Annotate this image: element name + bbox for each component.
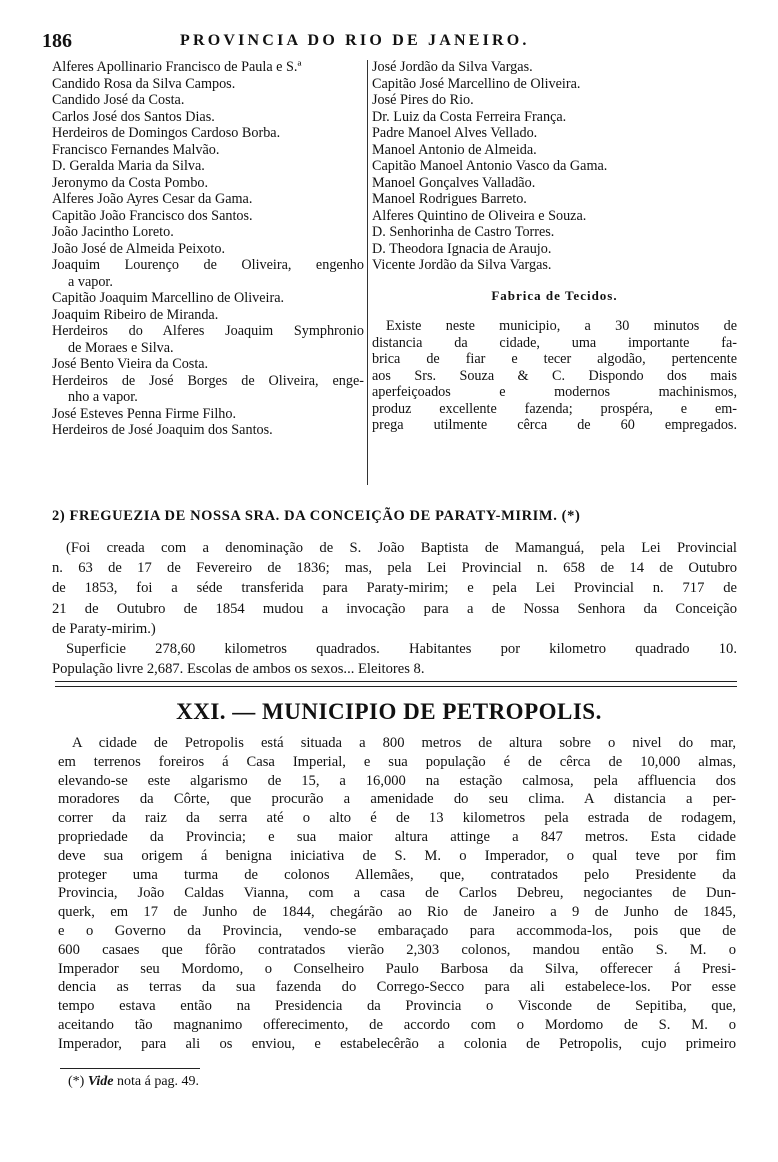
footnote [68,1074,199,1090]
name-entry: João José de Almeida Peixoto. [52,240,225,257]
name-entry: D. Theodora Ignacia de Araujo. [372,240,552,257]
name-entry: José Jordão da Silva Vargas. [372,59,533,75]
footnote-mark: (*) [68,1074,85,1089]
name-entry: Carlos José dos Santos Dias. [52,108,215,125]
name-entry: José Pires do Rio. [372,92,474,108]
paragraph-line: de 1853, foi a séde transferida para Paraty-mirim; e pela Lei Provincial n. 717 de [52,580,737,597]
name-entry: Herdeiros de José Borges de Oliveira, enge- [52,372,364,389]
fabrica-paragraph [372,318,737,434]
page-number: 186 [42,30,72,52]
name-entry: Francisco Fernandes Malvão. [52,141,220,158]
paragraph-line: de Paraty-mirim.) [52,620,156,637]
paragraph-line: Imperador seu Mordomo, o Conselheiro Paulo Barbosa da Silva, offerecer á Presi- [58,960,736,977]
left-column-name-list [52,59,364,439]
footnote-text: nota á pag. 49. [117,1074,200,1089]
paragraph-line: A cidade de Petropolis está situada a 800 metros de altura sobre o nivel do mar, [72,735,736,751]
footnote-vide: Vide [87,1074,114,1089]
paragraph-line: prega utilmente cêrca de 60 empregados. [372,417,737,433]
paragraph-line: tempo estava então na Presidencia da Provincia o Visconde de Sepitiba, que, [58,998,736,1015]
paragraph-line: 21 de Outubro de 1854 mudou a invocação para a de Nossa Senhora da Conceição [52,600,737,617]
name-entry: Jeronymo da Costa Pombo. [52,174,209,191]
name-entry: Dr. Luiz da Costa Ferreira França. [372,108,567,125]
name-entry: Herdeiros de José Joaquim dos Santos. [52,422,273,438]
paragraph-line: correr da raiz da serra até o alto é de 13 kilometros pela estrada de rodagem, [58,810,736,827]
footnote-rule [60,1068,200,1069]
name-entry: Capitão José Marcellino de Oliveira. [372,75,581,92]
subheading-fabrica: Fabrica de Tecidos. [491,287,618,303]
name-entry: a vapor. [68,273,113,290]
name-entry: de Moraes e Silva. [68,339,174,356]
name-entry: Candido Rosa da Silva Campos. [52,75,236,92]
name-entry: Capitão Joaquim Marcellino de Oliveira. [52,290,285,306]
name-entry: D. Geralda Maria da Silva. [52,158,205,174]
paragraph-line: querk, em 17 de Junho de 1844, chegárão ao Rio de Janeiro a 9 de Junho de 1845, [58,904,736,921]
chapter-body [58,734,736,1054]
paragraph-line: deve sua origem á benigna iniciativa de S. M. o Imperador, o qual teve por fim [58,847,736,864]
name-entry: Candido José da Costa. [52,92,185,108]
name-entry: Alferes Apollinario Francisco de Paula e S.ª [52,59,302,75]
section-paraty-mirim-body [52,538,737,679]
name-entry: Manoel Rodrigues Barreto. [372,191,527,207]
right-column [372,59,737,434]
name-entry: Vicente Jordão da Silva Vargas. [372,257,552,273]
paragraph-line: Provincia, João Caldas Vianna, com a casa de Carlos Debreu, negociantes de Dun- [58,885,736,902]
name-entry: D. Senhorinha de Castro Torres. [372,224,555,240]
double-rule-divider [55,681,737,687]
column-divider [367,60,368,485]
paragraph-line: Superficie 278,60 kilometros quadrados. Habitantes por kilometro quadrado 10. [66,640,737,657]
paragraph-line: aperfeiçoados e modernos machinismos, [372,384,737,400]
section-heading-paraty-mirim: 2) FREGUEZIA DE NOSSA SRA. DA CONCEIÇÃO DE PARATY-MIRIM. (*) [52,508,581,524]
paragraph-line: brica de fiar e tecer algodão, pertencente [372,351,737,367]
paragraph-line: produz excellente fazenda; prospéra, e em- [372,400,737,417]
name-entry: Alferes João Ayres Cesar da Gama. [52,191,253,207]
name-entry: Herdeiros do Alferes Joaquim Symphronio [52,323,364,339]
paragraph-line: aceitando tão magnanimo offerecimento, de accordo com o Mordomo de S. M. o [58,1016,736,1033]
paragraph-line: distancia da cidade, uma importante fa- [372,334,737,351]
name-entry: Joaquim Ribeiro de Miranda. [52,306,219,323]
name-entry: Manoel Antonio de Almeida. [372,141,537,158]
paragraph-line: (Foi creada com a denominação de S. João Baptista de Mamanguá, pela Lei Provincial [66,540,737,556]
name-entry: José Bento Vieira da Costa. [52,356,209,372]
name-entry: José Esteves Penna Firme Filho. [52,405,237,422]
name-entry: Padre Manoel Alves Vellado. [372,125,538,141]
name-entry: Manoel Gonçalves Valladão. [372,174,536,191]
paragraph-line: e o Governo da Provincia, vendo-se embaraçado para accommoda-los, pois que de [58,922,736,939]
paragraph-line: Existe neste municipio, a 30 minutos de [386,318,737,334]
paragraph-line: proteger uma turma de colonos Allemães, que, contratados pelo Presidente da [58,866,736,883]
paragraph-line: moradores da Côrte, que procurão a amenidade do seu clima. A distancia a per- [58,791,736,808]
paragraph-line: elevando-se este algarismo de 15, a 16,000 na estação calmosa, pela affluencia dos [58,772,736,789]
paragraph-line: dencia as terras da sua fazenda do Corrego-Secco para ali estabelece-los. Por esse [58,979,736,996]
paragraph-line: 600 casaes que fôrão contratados vierão 2,303 colonos, mandou então S. M. o [58,941,736,958]
paragraph-line: n. 63 de 17 de Fevereiro de 1836; mas, pela Lei Provincial n. 658 de 14 de Outubro [52,560,737,577]
name-entry: nho a vapor. [68,389,138,405]
name-entry: Joaquim Lourenço de Oliveira, engenho [52,257,364,273]
name-entry: Herdeiros de Domingos Cardoso Borba. [52,125,281,141]
running-title: PROVINCIA DO RIO DE JANEIRO. [180,32,530,49]
paragraph-line: Imperador, para ali os enviou, e estabelecêrão a colonia de Petropolis, cujo primeiro [58,1035,736,1052]
name-entry: Capitão Manoel Antonio Vasco da Gama. [372,158,608,174]
name-entry: Alferes Quintino de Oliveira e Souza. [372,207,587,224]
name-entry: Capitão João Francisco dos Santos. [52,207,253,224]
right-column-name-list [372,59,737,274]
paragraph-line: em terrenos foreiros á Casa Imperial, e sua população é de cêrca de 10,000 almas, [58,753,736,770]
chapter-title: XXI. — MUNICIPIO DE PETROPOLIS. [176,699,602,724]
name-entry: João Jacintho Loreto. [52,224,174,240]
paragraph-line: aos Srs. Souza & C. Dispondo dos mais [372,367,737,384]
paragraph-line: População livre 2,687. Escolas de ambos os sexos... Eleitores 8. [52,661,425,678]
paragraph-line: propriedade da Provincia; e sua maior altura attinge a 847 metros. Esta cidade [58,828,736,845]
